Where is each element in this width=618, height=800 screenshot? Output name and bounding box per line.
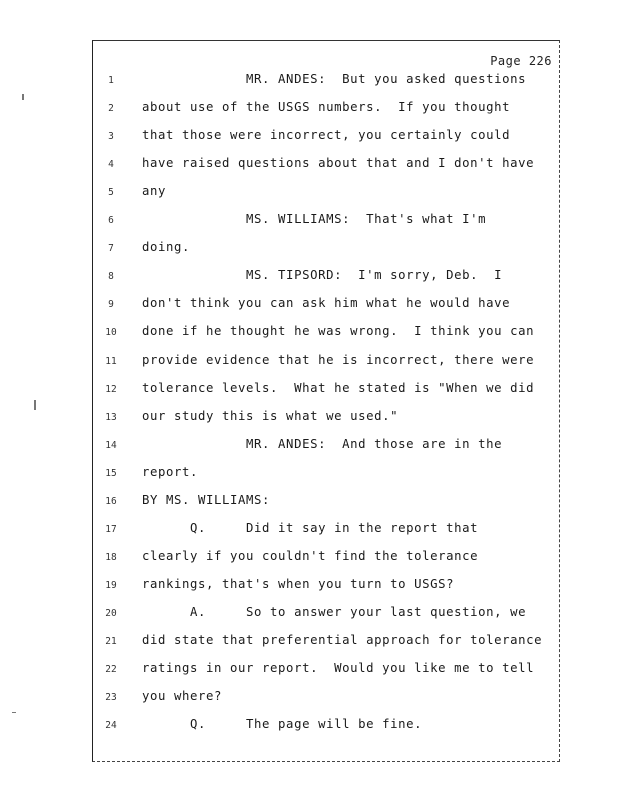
line-number: 17 xyxy=(105,523,117,535)
line-number: 3 xyxy=(108,131,114,143)
line-text: Q. The page will be fine. xyxy=(142,717,423,732)
line-text: A. So to answer your last question, we xyxy=(142,604,527,619)
line-text: about use of the USGS numbers. If you thought xyxy=(142,100,511,115)
line-text: report. xyxy=(142,464,199,479)
line-number: 2 xyxy=(108,103,114,115)
line-number: 11 xyxy=(105,355,117,367)
line-text: MS. TIPSORD: I'm sorry, Deb. I xyxy=(142,268,503,283)
line-number: 8 xyxy=(108,271,114,283)
transcript-line xyxy=(0,633,618,653)
line-text: have raised questions about that and I don't have xyxy=(142,156,535,171)
line-number: 6 xyxy=(108,215,114,227)
line-text: don't think you can ask him what he would have xyxy=(142,296,511,311)
transcript-line xyxy=(0,605,618,625)
line-text: did state that preferential approach for tolerance xyxy=(142,633,543,647)
line-number: 4 xyxy=(108,159,114,171)
scan-speck xyxy=(12,712,16,713)
line-text: Q. Did it say in the report that xyxy=(142,520,479,535)
page-border xyxy=(92,40,560,762)
line-text: MS. WILLIAMS: That's what I'm xyxy=(142,212,487,227)
line-number: 7 xyxy=(108,243,114,255)
line-text: clearly if you couldn't find the tolerance xyxy=(142,548,479,563)
line-number: 5 xyxy=(108,187,114,199)
line-text: MR. ANDES: But you asked questions xyxy=(142,72,527,86)
transcript-line xyxy=(0,296,618,316)
line-text: that those were incorrect, you certainly could xyxy=(142,128,511,143)
transcript-line xyxy=(0,353,618,373)
transcript-line xyxy=(0,156,618,176)
transcript-line xyxy=(0,689,618,709)
transcript-line xyxy=(0,577,618,597)
line-number: 20 xyxy=(105,607,117,619)
line-number: 21 xyxy=(105,636,117,647)
line-number: 23 xyxy=(105,692,117,704)
line-text: our study this is what we used." xyxy=(142,408,399,423)
line-number: 18 xyxy=(105,551,117,563)
transcript-line xyxy=(0,212,618,232)
scan-speck xyxy=(22,94,24,100)
line-number: 1 xyxy=(108,75,114,86)
transcript-line xyxy=(0,128,618,148)
transcript-line xyxy=(0,661,618,681)
transcript-line xyxy=(0,493,618,513)
line-text: you where? xyxy=(142,689,223,704)
transcript-line xyxy=(0,268,618,288)
transcript-line xyxy=(0,324,618,344)
line-text: provide evidence that he is incorrect, there were xyxy=(142,352,535,367)
line-text: MR. ANDES: And those are in the xyxy=(142,436,503,451)
line-number: 19 xyxy=(105,579,117,591)
transcript-line xyxy=(0,717,618,737)
scan-speck xyxy=(34,400,36,410)
line-text: any xyxy=(142,184,167,199)
transcript-line xyxy=(0,240,618,260)
transcript-line xyxy=(0,381,618,401)
transcript-line xyxy=(0,549,618,569)
transcript-line xyxy=(0,437,618,457)
line-number: 14 xyxy=(105,439,117,451)
transcript-line xyxy=(0,72,618,92)
line-text: ratings in our report. Would you like me to tell xyxy=(142,661,535,676)
line-number: 22 xyxy=(105,664,117,676)
transcript-line xyxy=(0,409,618,429)
transcript-line xyxy=(0,521,618,541)
line-text: rankings, that's when you turn to USGS? xyxy=(142,576,455,591)
line-number: 16 xyxy=(105,495,117,507)
line-number: 24 xyxy=(105,720,117,732)
line-number: 12 xyxy=(105,383,117,395)
transcript-line xyxy=(0,465,618,485)
line-text: BY MS. WILLIAMS: xyxy=(142,492,271,507)
transcript-line xyxy=(0,184,618,204)
line-text: tolerance levels. What he stated is "When we did xyxy=(142,380,535,395)
line-text: done if he thought he was wrong. I think you can xyxy=(142,324,535,339)
transcript-line xyxy=(0,100,618,120)
line-number: 9 xyxy=(108,299,114,311)
line-number: 10 xyxy=(105,327,117,339)
line-number: 15 xyxy=(105,467,117,479)
page-number: Page 226 xyxy=(490,54,552,68)
line-text: doing. xyxy=(142,240,191,255)
line-number: 13 xyxy=(105,411,117,423)
